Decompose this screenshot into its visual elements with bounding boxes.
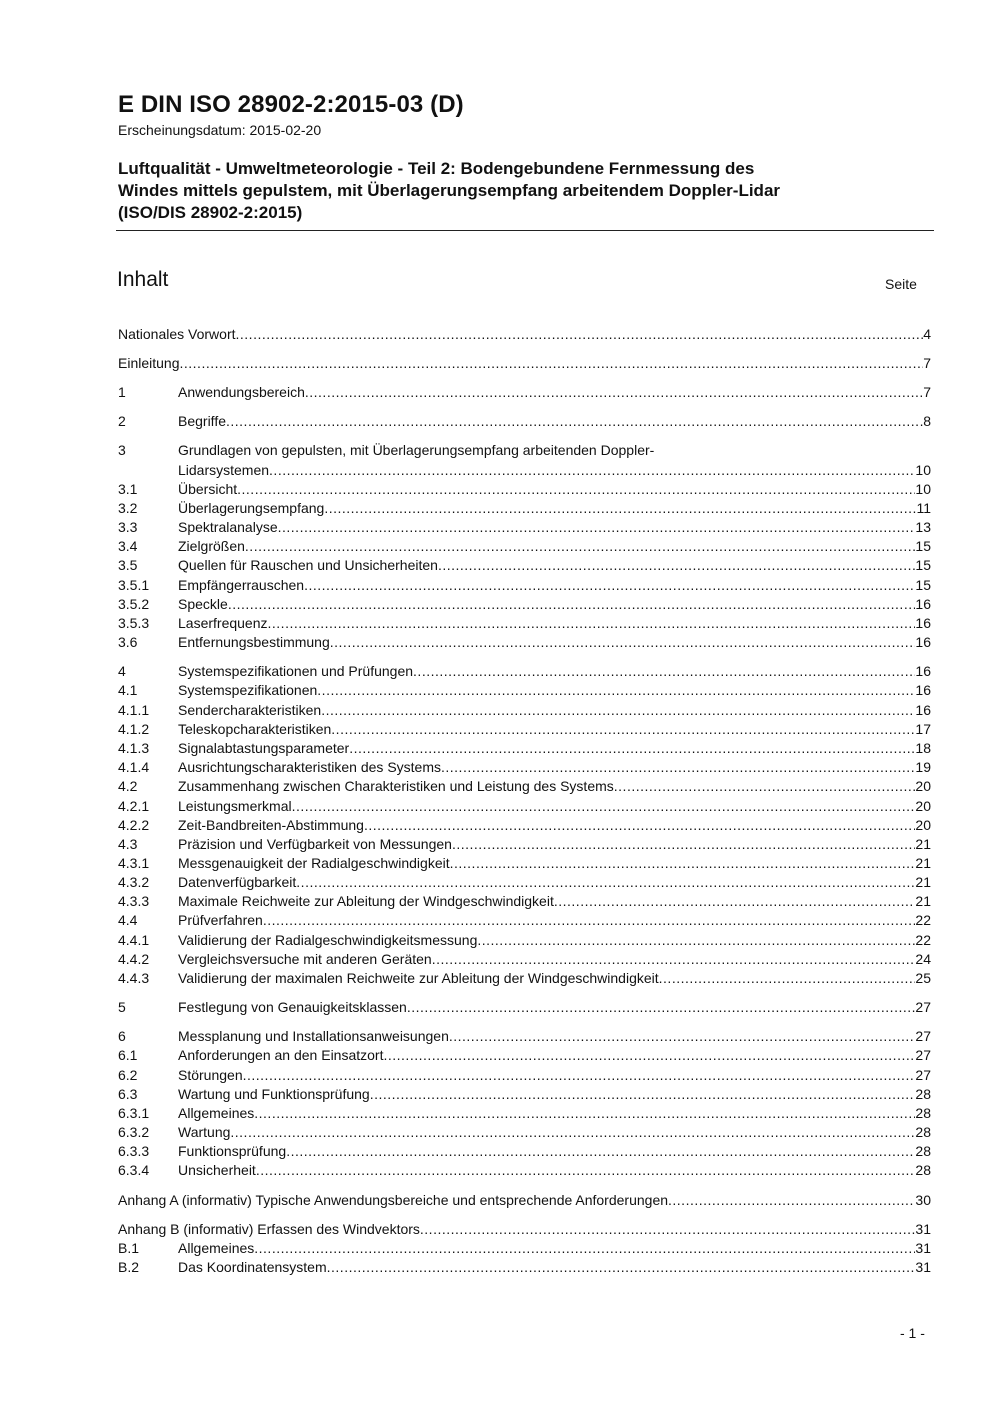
title-divider [116, 230, 934, 231]
toc-entry-text: Quellen für Rauschen und Unsicherheiten [178, 557, 438, 573]
toc-entry[interactable] [118, 595, 931, 614]
toc-entry[interactable] [118, 777, 931, 796]
dot-leader [292, 797, 916, 816]
toc-entry[interactable] [118, 576, 931, 595]
dot-leader [452, 835, 915, 854]
dot-leader [477, 931, 915, 950]
dot-leader [254, 1104, 915, 1123]
toc-entry-page: 25 [915, 970, 931, 986]
toc-entry-text: Anhang A (informativ) Typische Anwendungsbereiche und entsprechende Anforderungen [118, 1192, 669, 1208]
toc-entry-page: 21 [915, 836, 931, 852]
dot-leader [321, 701, 915, 720]
toc-entry[interactable] [118, 873, 931, 892]
standard-id: E DIN ISO 28902-2:2015-03 (D) [118, 91, 464, 118]
toc-entry[interactable] [118, 1104, 931, 1123]
toc-entry-text: Messplanung und Installationsanweisungen [178, 1028, 449, 1044]
toc-entry-number: 4.1 [118, 682, 138, 698]
toc-entry-text: Zeit-Bandbreiten-Abstimmung [178, 817, 364, 833]
toc-entry-text: Präzision und Verfügbarkeit von Messungen [178, 836, 452, 852]
publication-date: Erscheinungsdatum: 2015-02-20 [118, 122, 322, 138]
dot-leader [245, 537, 916, 556]
toc-entry[interactable] [118, 797, 931, 816]
toc-entry-number: 4.1.1 [118, 702, 150, 718]
toc-entry-number: 4.2 [118, 778, 138, 794]
toc-entry-page: 20 [915, 817, 931, 833]
dot-leader [407, 998, 916, 1017]
toc-entry[interactable] [118, 325, 931, 344]
toc-entry-text: Allgemeines [178, 1105, 255, 1121]
toc-entry-page: 18 [915, 740, 931, 756]
toc-entry-number: 3.1 [118, 481, 138, 497]
toc-heading: Inhalt [117, 268, 169, 291]
toc-entry[interactable] [118, 835, 931, 854]
toc-entry-number: 3.5.3 [118, 615, 150, 631]
toc-entry-text: Leistungsmerkmal [178, 798, 292, 814]
toc-entry-text: Anhang B (informativ) Erfassen des Windvektors [118, 1221, 420, 1237]
toc-entry[interactable] [118, 633, 931, 652]
toc-entry[interactable] [118, 1191, 931, 1210]
toc-entry-text: Teleskopcharakteristiken [178, 721, 332, 737]
toc-entry-page: 31 [915, 1221, 931, 1237]
toc-entry-number: 3 [118, 442, 126, 458]
toc-entry-page: 21 [915, 874, 931, 890]
toc-entry-number: 6.2 [118, 1067, 138, 1083]
dot-leader [450, 854, 916, 873]
toc-entry-page: 4 [923, 326, 931, 342]
toc-entry[interactable] [118, 950, 931, 969]
toc-entry-page: 16 [915, 702, 931, 718]
toc-entry-text: Sendercharakteristiken [178, 702, 322, 718]
toc-entry[interactable] [118, 1085, 931, 1104]
toc-entry-number: 6.3 [118, 1086, 138, 1102]
toc-entry-text: Lidarsystemen [178, 462, 270, 478]
toc-entry-text: Anwendungsbereich [178, 384, 305, 400]
toc-entry-number: 3.5.2 [118, 596, 150, 612]
dot-leader [659, 969, 916, 988]
toc-entry-page: 21 [915, 855, 931, 871]
toc-entry-page: 19 [915, 759, 931, 775]
toc-entry-number: 4.2.2 [118, 817, 150, 833]
toc-entry-page: 27 [915, 1047, 931, 1063]
toc-entry[interactable] [118, 1066, 931, 1085]
toc-entry-number: 4.4.1 [118, 932, 150, 948]
toc-entry-page: 27 [915, 999, 931, 1015]
toc-entry-number: 6.3.3 [118, 1143, 150, 1159]
toc-entry[interactable] [118, 701, 931, 720]
toc-entry-text: Entfernungsbestimmung [178, 634, 330, 650]
toc-entry-page: 10 [915, 462, 931, 478]
toc-entry-text: Wartung und Funktionsprüfung [178, 1086, 370, 1102]
toc-entry-number: 4.3 [118, 836, 138, 852]
toc-entry-page: 15 [915, 538, 931, 554]
toc-entry-page: 28 [915, 1086, 931, 1102]
toc-entry[interactable] [118, 537, 931, 556]
dot-leader [327, 1258, 916, 1277]
dot-leader [256, 1161, 916, 1180]
toc-entry-number: 3.3 [118, 519, 138, 535]
dot-leader [286, 1142, 915, 1161]
toc-entry-text: Speckle [178, 596, 228, 612]
toc-entry-text: Systemspezifikationen [178, 682, 318, 698]
toc-entry-page: 16 [915, 596, 931, 612]
toc-entry[interactable] [118, 1239, 931, 1258]
toc-entry-page: 16 [915, 615, 931, 631]
toc-entry-text: Zielgrößen [178, 538, 245, 554]
title-line: Windes mittels gepulstem, mit Überlagerungsempfang arbeitendem Doppler-Lidar [118, 181, 781, 200]
toc-entry-text: Funktionsprüfung [178, 1143, 287, 1159]
toc-entry-number: 6 [118, 1028, 126, 1044]
toc-entry-page: 16 [915, 682, 931, 698]
dot-leader [324, 499, 916, 518]
toc-entry-number: 4.1.4 [118, 759, 150, 775]
toc-entry-number: 6.3.1 [118, 1105, 150, 1121]
toc-entry-number: 1 [118, 384, 126, 400]
toc-entry-page: 7 [923, 384, 931, 400]
dot-leader [668, 1191, 915, 1210]
toc-entry-number: 4.3.3 [118, 893, 150, 909]
dot-leader [237, 480, 915, 499]
toc-entry-text: Störungen [178, 1067, 243, 1083]
toc-entry-text: Validierung der maximalen Reichweite zur Ableitung der Windgeschwindigkeit [178, 970, 659, 986]
toc-entry-text: Validierung der Radialgeschwindigkeitsmessung [178, 932, 478, 948]
toc-entry[interactable] [118, 911, 931, 930]
toc-entry-text: Das Koordinatensystem [178, 1259, 327, 1275]
toc-entry-text: Spektralanalyse [178, 519, 278, 535]
toc-entry-number: 4.3.2 [118, 874, 150, 890]
toc-entry[interactable] [118, 1123, 931, 1142]
toc-entry-number: 4.3.1 [118, 855, 150, 871]
toc-entry-text: Vergleichsversuche mit anderen Geräten [178, 951, 432, 967]
toc-entry-number: 3.4 [118, 538, 138, 554]
dot-leader [228, 595, 916, 614]
toc-entry-page: 22 [915, 932, 931, 948]
toc-entry-page: 28 [915, 1162, 931, 1178]
toc-entry-number: 3.5.1 [118, 577, 150, 593]
toc-entry-number: 4.4 [118, 912, 138, 928]
toc-entry-page: 11 [916, 500, 931, 516]
toc-entry-number: 4.1.2 [118, 721, 150, 737]
toc-entry-page: 28 [915, 1143, 931, 1159]
toc-entry-text: Wartung [178, 1124, 231, 1140]
toc-entry-page: 16 [915, 663, 931, 679]
dot-leader [330, 633, 916, 652]
toc-entry[interactable] [118, 1046, 931, 1065]
toc-entry-text: Grundlagen von gepulsten, mit Überlagerungsempfang arbeitenden Doppler- [178, 442, 655, 458]
toc-entry-text: Übersicht [178, 481, 238, 497]
toc-entry-text: Empfängerrauschen [178, 577, 305, 593]
dot-leader [449, 1027, 916, 1046]
dot-leader [304, 576, 915, 595]
toc-entry-page: 20 [915, 798, 931, 814]
toc-entry[interactable] [118, 854, 931, 873]
toc-entry-page: 30 [915, 1192, 931, 1208]
dot-leader [441, 758, 915, 777]
dot-leader [296, 873, 915, 892]
dot-leader [614, 777, 916, 796]
toc-entry-text: Einleitung [118, 355, 180, 371]
toc-entry[interactable] [118, 816, 931, 835]
toc-entry-text: Überlagerungsempfang [178, 500, 325, 516]
toc-entry-text: Laserfrequenz [178, 615, 268, 631]
dot-leader [438, 556, 915, 575]
dot-leader [243, 1066, 916, 1085]
toc-entry-number: 5 [118, 999, 126, 1015]
toc-entry[interactable] [118, 1142, 931, 1161]
dot-leader [305, 383, 923, 402]
toc-entry-page: 10 [915, 481, 931, 497]
toc-entry-page: 7 [923, 355, 931, 371]
toc-entry-text: Ausrichtungscharakteristiken des Systems [178, 759, 441, 775]
toc-entry-text: Anforderungen an den Einsatzort [178, 1047, 384, 1063]
toc-entry-number: 2 [118, 413, 126, 429]
toc-entry-text: Zusammenhang zwischen Charakteristiken und Leistung des Systems [178, 778, 614, 794]
dot-leader [420, 1220, 916, 1239]
dot-leader [413, 662, 915, 681]
toc-entry[interactable] [118, 758, 931, 777]
toc-entry[interactable] [118, 739, 931, 758]
toc-entry-page: 15 [915, 577, 931, 593]
dot-leader [263, 911, 916, 930]
toc-entry-number: 3.5 [118, 557, 138, 573]
toc-entry-number: 4.2.1 [118, 798, 150, 814]
toc-entry-number: 4.4.2 [118, 951, 150, 967]
toc-entry-page: 31 [915, 1240, 931, 1256]
dot-leader [180, 354, 924, 373]
toc-entry[interactable] [118, 998, 931, 1017]
toc-entry-number: 4.1.3 [118, 740, 150, 756]
title-line: Luftqualität - Umweltmeteorologie - Teil 2: Bodengebundene Fernmessung des [118, 159, 755, 178]
toc-entry-page: 22 [915, 912, 931, 928]
toc-entry-page: 27 [915, 1028, 931, 1044]
page-number: - 1 - [900, 1325, 925, 1341]
toc-entry[interactable] [118, 931, 931, 950]
toc-entry[interactable] [118, 556, 931, 575]
title-line: (ISO/DIS 28902-2:2015) [118, 203, 303, 222]
toc-entry-number: 3.6 [118, 634, 138, 650]
toc-entry-page: 28 [915, 1124, 931, 1140]
toc-entry-page: 24 [915, 951, 931, 967]
toc-entry-page: 17 [915, 721, 931, 737]
toc-entry[interactable] [118, 969, 931, 988]
dot-leader [317, 681, 915, 700]
dot-leader [554, 892, 916, 911]
toc-entry[interactable] [118, 720, 931, 739]
toc-entry[interactable] [118, 1258, 931, 1277]
dot-leader [364, 816, 915, 835]
toc-entry-page: 8 [923, 413, 931, 429]
dot-leader [383, 1046, 915, 1065]
toc-entry-number: 6.1 [118, 1047, 138, 1063]
toc-entry-number: 4.4.3 [118, 970, 150, 986]
toc-entry-page: 21 [915, 893, 931, 909]
dot-leader [432, 950, 916, 969]
toc-entry[interactable] [118, 1027, 931, 1046]
toc-entry-text: Unsicherheit [178, 1162, 256, 1178]
toc-entry-page: 31 [915, 1259, 931, 1275]
dot-leader [268, 614, 916, 633]
dot-leader [269, 461, 915, 480]
toc-entry[interactable] [118, 412, 931, 431]
toc-entry-text: Signalabtastungsparameter [178, 740, 350, 756]
toc-entry[interactable] [118, 499, 931, 518]
toc-entry-page: 20 [915, 778, 931, 794]
toc-entry-text: Begriffe [178, 413, 226, 429]
toc-page-label: Seite [885, 276, 917, 292]
toc-entry[interactable] [118, 681, 931, 700]
dot-leader [278, 518, 916, 537]
toc-entry[interactable] [118, 354, 931, 373]
dot-leader [349, 739, 915, 758]
toc-entry[interactable] [118, 614, 931, 633]
toc-entry-page: 16 [915, 634, 931, 650]
toc-entry-text: Messgenauigkeit der Radialgeschwindigkeit [178, 855, 450, 871]
toc-entry-page: 27 [915, 1067, 931, 1083]
dot-leader [226, 412, 923, 431]
dot-leader [230, 1123, 915, 1142]
dot-leader [254, 1239, 915, 1258]
toc-entry-text: Datenverfügbarkeit [178, 874, 297, 890]
toc-entry[interactable] [118, 892, 931, 911]
toc-entry-page: 15 [915, 557, 931, 573]
toc-entry-number: B.1 [118, 1240, 140, 1256]
toc-entry[interactable] [118, 1220, 931, 1239]
dot-leader [236, 325, 924, 344]
toc-entry[interactable] [118, 383, 931, 402]
document-title [118, 158, 938, 224]
toc-entry-number: 3.2 [118, 500, 138, 516]
toc-entry-number: B.2 [118, 1259, 140, 1275]
toc-entry-number: 6.3.4 [118, 1162, 150, 1178]
toc-entry-text: Systemspezifikationen und Prüfungen [178, 663, 414, 679]
toc-entry-number: 4 [118, 663, 126, 679]
dot-leader [331, 720, 915, 739]
toc-entry[interactable] [118, 518, 931, 537]
toc-entry-page: 13 [915, 519, 931, 535]
toc-entry[interactable] [118, 1161, 931, 1180]
toc-entry-text: Allgemeines [178, 1240, 255, 1256]
dot-leader [370, 1085, 916, 1104]
toc-entry-text: Maximale Reichweite zur Ableitung der Windgeschwindigkeit [178, 893, 554, 909]
toc-entry-text: Nationales Vorwort [118, 326, 236, 342]
toc-entry-number: 6.3.2 [118, 1124, 150, 1140]
toc-entry-text: Prüfverfahren [178, 912, 263, 928]
toc-entry-page: 28 [915, 1105, 931, 1121]
toc-entry[interactable] [118, 441, 931, 460]
toc-entry[interactable] [118, 662, 931, 681]
toc-entry[interactable] [118, 461, 931, 480]
toc-entry-text: Festlegung von Genauigkeitsklassen [178, 999, 407, 1015]
toc-entry[interactable] [118, 480, 931, 499]
